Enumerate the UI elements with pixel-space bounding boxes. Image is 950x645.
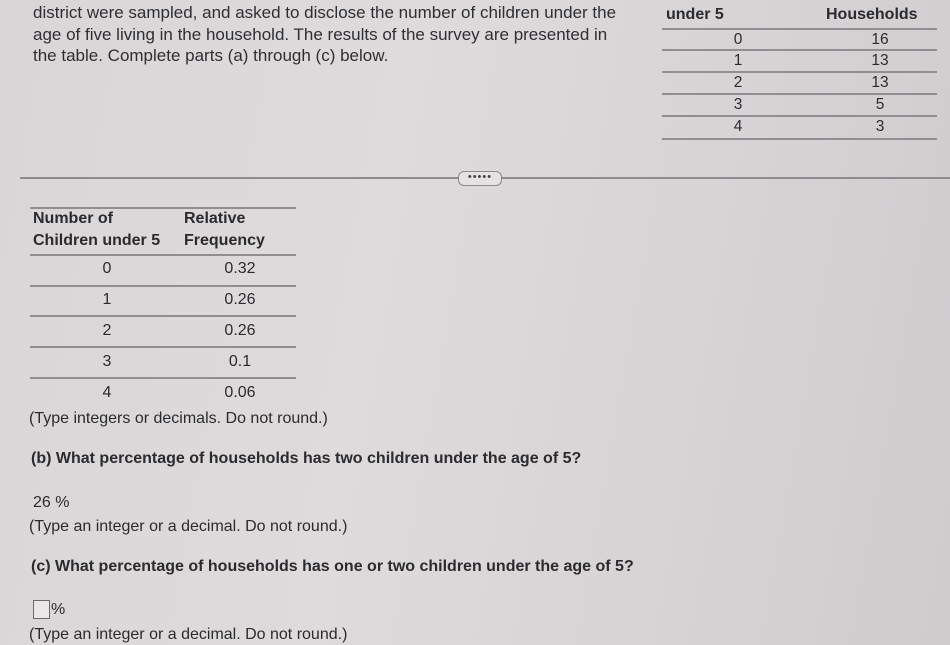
source-row-divider — [662, 49, 937, 51]
source-row-3-children: 3 — [733, 96, 743, 113]
rel-row-4-children: 4 — [102, 384, 112, 401]
source-row-2-households: 13 — [871, 74, 889, 91]
rel-row-2-children: 2 — [102, 322, 112, 339]
part-b-question: (b) What percentage of households has two children under the age of 5? — [31, 450, 582, 467]
expand-more-button[interactable]: ••••• — [458, 171, 502, 186]
source-row-4-children: 4 — [733, 118, 743, 135]
rel-row-divider — [30, 346, 296, 348]
source-row-divider — [662, 71, 937, 73]
rel-row-4-freq: 0.06 — [224, 384, 256, 401]
rel-row-divider — [30, 377, 296, 379]
intro-line-2: age of five living in the household. The results of the survey are presented in — [33, 24, 608, 44]
source-row-divider — [662, 115, 937, 117]
rel-row-2-freq: 0.26 — [224, 322, 256, 339]
source-row-0-children: 0 — [733, 31, 743, 48]
part-c-question: (c) What percentage of households has one or two children under the age of 5? — [31, 558, 634, 575]
source-header-divider — [662, 28, 937, 30]
rel-row-0-children: 0 — [102, 260, 112, 277]
rel-col-freq-header-line1: Relative — [184, 210, 246, 227]
source-row-3-households: 5 — [875, 96, 885, 113]
source-table-bottom-border — [662, 138, 937, 140]
rel-col-children-header-line1: Number of — [33, 210, 113, 227]
rel-row-1-freq: 0.26 — [224, 291, 256, 308]
source-row-divider — [662, 93, 937, 95]
intro-line-1: district were sampled, and asked to disclose the number of children under the — [33, 3, 617, 22]
rel-row-divider — [30, 285, 296, 287]
rel-col-children-header-line2: Children under 5 — [33, 232, 161, 249]
part-b-answer: 26 % — [33, 494, 70, 511]
problem-intro — [33, 2, 643, 67]
part-c-answer-input[interactable] — [33, 600, 50, 619]
source-row-2-children: 2 — [733, 74, 743, 91]
rel-header-divider — [30, 254, 296, 256]
part-c-percent-unit: % — [51, 601, 66, 618]
rel-row-divider — [30, 315, 296, 317]
source-row-4-households: 3 — [875, 118, 885, 135]
source-col-children-header: under 5 — [666, 6, 724, 23]
intro-line-3: the table. Complete parts (a) through (c) below. — [33, 46, 389, 65]
rel-row-1-children: 1 — [102, 291, 112, 308]
rel-row-0-freq: 0.32 — [224, 260, 256, 277]
part-a-note: (Type integers or decimals. Do not round.) — [29, 410, 328, 427]
rel-row-3-children: 3 — [102, 353, 112, 370]
source-row-1-children: 1 — [733, 52, 743, 69]
source-row-1-households: 13 — [871, 52, 889, 69]
part-b-note: (Type an integer or a decimal. Do not round.) — [29, 518, 348, 535]
source-col-households-header: Households — [826, 6, 918, 23]
rel-col-freq-header-line2: Frequency — [184, 232, 265, 249]
rel-row-3-freq: 0.1 — [228, 353, 252, 370]
part-c-note: (Type an integer or a decimal. Do not round.) — [29, 626, 348, 643]
source-row-0-households: 16 — [871, 31, 889, 48]
rel-table-top-border — [30, 207, 296, 209]
